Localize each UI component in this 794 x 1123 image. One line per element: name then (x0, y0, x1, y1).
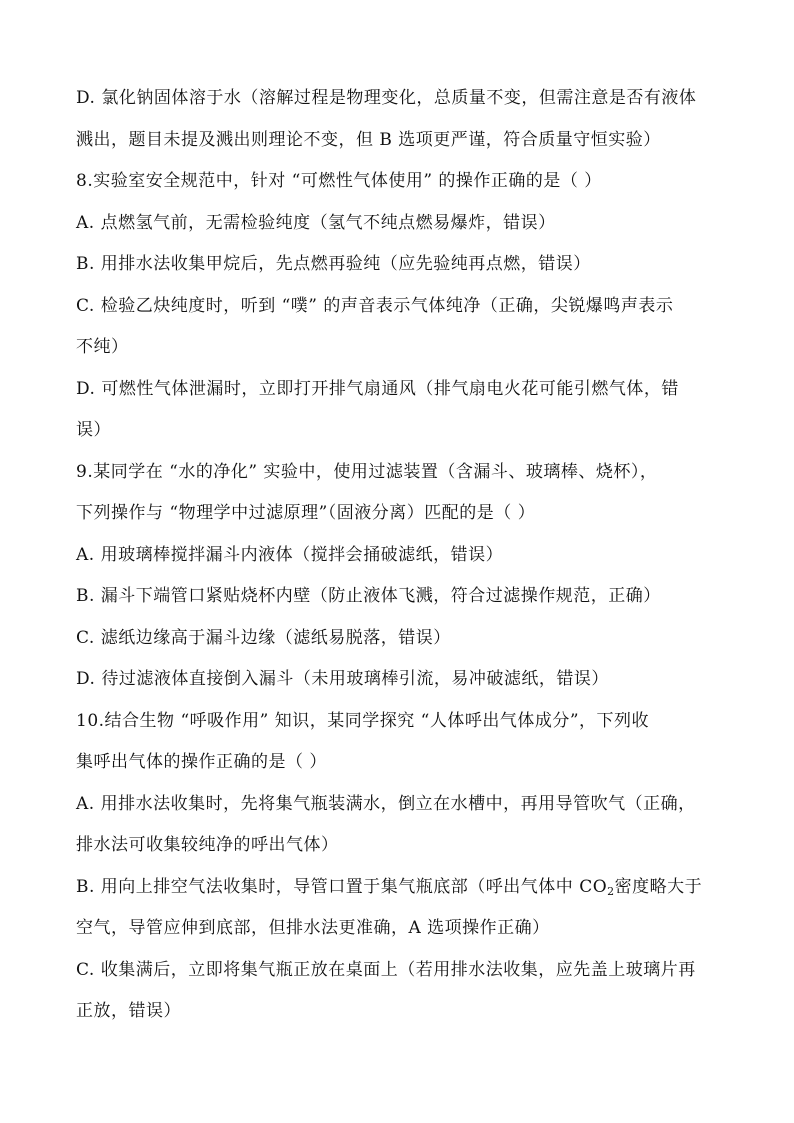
question-8-option-d-cont: 误） (76, 420, 111, 440)
subscript-2: 2 (607, 884, 615, 898)
question-9-stem-cont: 下列操作与 “物理学中过滤原理”（固液分离）匹配的是（ ） (76, 503, 536, 523)
question-9-option-b: B. 漏斗下端管口紧贴烧杯内壁（防止液体飞溅，符合过滤操作规范，正确） (76, 586, 661, 606)
question-10-option-b-cont: 空气，导管应伸到底部，但排水法更准确，A 选项操作正确） (76, 918, 550, 938)
question-9-option-a: A. 用玻璃棒搅拌漏斗内液体（搅拌会捅破滤纸，错误） (76, 544, 504, 565)
text-line: D. 氯化钠固体溶于水（溶解过程是物理变化，总质量不变，但需注意是否有液体 (76, 88, 697, 108)
question-9-option-c: C. 滤纸边缘高于漏斗边缘（滤纸易脱落，错误） (76, 627, 451, 648)
text-line: 溅出，题目未提及溅出则理论不变，但 B 选项更严谨，符合质量守恒实验） (76, 129, 661, 150)
question-8-option-d: D. 可燃性气体泄漏时，立即打开排气扇通风（排气扇电火花可能引燃气体，错 (76, 378, 679, 399)
question-10-option-c: C. 收集满后，立即将集气瓶正放在桌面上（若用排水法收集，应先盖上玻璃片再 (76, 959, 696, 980)
question-8-option-c: C. 检验乙炔纯度时，听到 “噗” 的声音表示气体纯净（正确，尖锐爆鸣声表示 (76, 295, 674, 316)
question-10-option-a-cont: 排水法可收集较纯净的呼出气体） (76, 835, 339, 855)
question-10-option-c-cont: 正放，错误） (76, 1001, 181, 1021)
question-9-option-d: D. 待过滤液体直接倒入漏斗（未用玻璃棒引流，易冲破滤纸，错误） (76, 669, 609, 689)
question-8-option-b: B. 用排水法收集甲烷后，先点燃再验纯（应先验纯再点燃，错误） (76, 254, 591, 274)
question-8-option-c-cont: 不纯） (76, 337, 129, 357)
question-9-stem: 9.某同学在 “水的净化” 实验中，使用过滤装置（含漏斗、玻璃棒、烧杯）， (76, 461, 658, 482)
document-body (76, 78, 746, 1033)
question-10-option-a: A. 用排水法收集时，先将集气瓶装满水，倒立在水槽中，再用导管吹气（正确， (76, 793, 696, 814)
option-b-text: B. 用向上排空气法收集时，导管口置于集气瓶底部（呼出气体中 CO (76, 876, 608, 897)
option-b-text-end: 密度略大于 (614, 876, 703, 897)
question-10-stem-cont: 集呼出气体的操作正确的是（ ） (76, 752, 327, 772)
question-10-option-b (76, 867, 746, 909)
question-8-stem: 8.实验室安全规范中，针对 “可燃性气体使用” 的操作正确的是（ ） (76, 171, 602, 191)
question-10-stem: 10.结合生物 “呼吸作用” 知识，某同学探究 “人体呼出气体成分”，下列收 (76, 710, 650, 731)
question-8-option-a: A. 点燃氢气前，无需检验纯度（氢气不纯点燃易爆炸，错误） (76, 212, 556, 233)
